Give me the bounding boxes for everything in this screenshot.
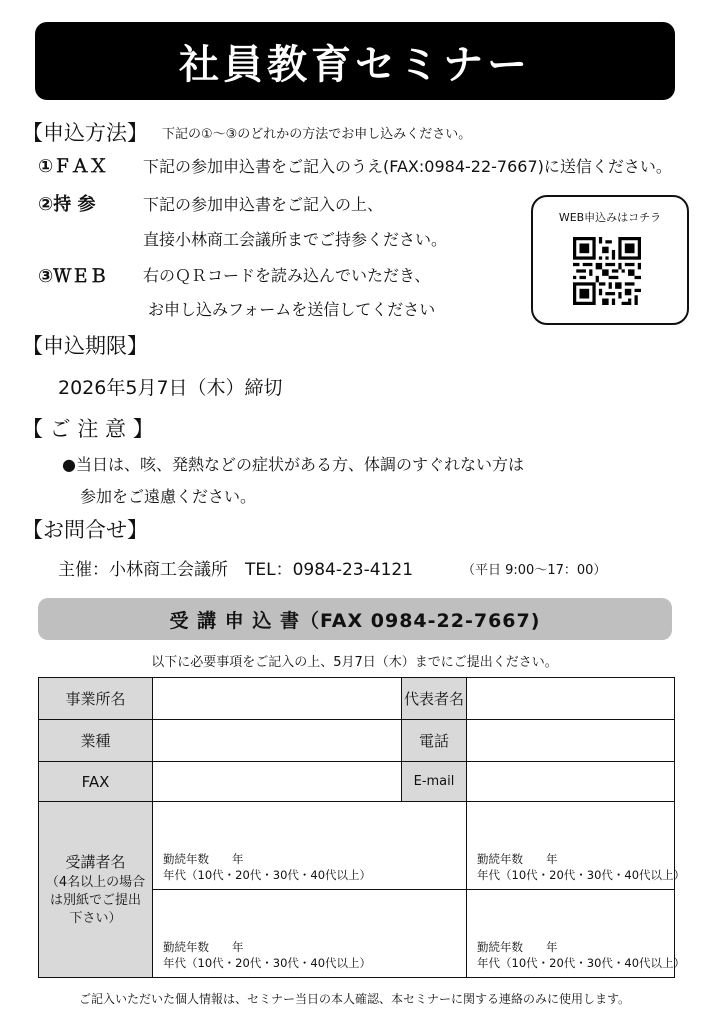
form-title-bar <box>38 598 672 640</box>
participant-4-field[interactable] <box>467 890 686 978</box>
deadline-date: 2026年5月7日（木）締切 <box>58 377 283 399</box>
participant-label: 受講者名 <box>65 853 126 871</box>
participant-3-age: 年代（10代・20代・30代・40代以上） <box>163 956 372 970</box>
fax-label: FAX <box>39 762 153 802</box>
participant-1-years: 勤続年数 年 <box>163 852 244 866</box>
fax-method-text: 下記の参加申込書をご記入のうえ(FAX:0984-22-7667)に送信ください。 <box>143 157 672 176</box>
apply-method-note: 下記の①～③のどれかの方法でお申し込みください。 <box>162 127 472 142</box>
business-name-label: 事業所名 <box>39 678 153 720</box>
participant-3-field[interactable] <box>153 890 467 978</box>
participant-label-cell <box>39 802 153 978</box>
jisan-method-text-2: 直接小林商工会議所までご持参ください。 <box>143 230 448 249</box>
privacy-footer: ご記入いただいた個人情報は、セミナー当日の本人確認、本セミナーに関する連絡のみに使用します。 <box>78 992 631 1006</box>
web-method-label: ③ＷＥＢ <box>38 266 108 287</box>
jisan-method-label: ②持 参 <box>38 194 96 215</box>
participant-2-field[interactable] <box>467 802 686 890</box>
phone-label: 電話 <box>402 720 467 762</box>
participant-3-years: 勤続年数 年 <box>163 940 244 954</box>
participant-1-field[interactable] <box>153 802 467 890</box>
fax-field[interactable] <box>153 762 402 802</box>
fax-method-label: ①ＦＡＸ <box>38 156 108 177</box>
notice-line-1: ●当日は、咳、発熱などの症状がある方、体調のすぐれない方は <box>62 455 524 474</box>
representative-field[interactable] <box>467 678 675 720</box>
notice-heading: 【 ご 注 意 】 <box>22 417 154 441</box>
form-instruction: 以下に必要事項をご記入の上、5月7日（木）までにご提出ください。 <box>151 655 558 670</box>
industry-field[interactable] <box>153 720 402 762</box>
email-label: E-mail <box>402 762 467 802</box>
web-method-text-2: お申し込みフォームを送信してください <box>148 300 436 319</box>
qr-code-box[interactable] <box>531 195 689 325</box>
participant-4-years: 勤続年数 年 <box>477 940 558 954</box>
contact-heading: 【お問合せ】 <box>22 518 148 542</box>
qr-label: WEB申込みはコチラ <box>558 211 662 224</box>
application-form-table <box>38 677 686 978</box>
title-banner <box>35 22 675 100</box>
representative-label <box>402 678 467 720</box>
page-title: 社員教育セミナー <box>179 41 531 88</box>
notice-line-2: 参加をご遠慮ください。 <box>80 487 257 506</box>
deadline-heading: 【申込期限】 <box>22 334 148 358</box>
industry-label: 業種 <box>39 720 153 762</box>
business-name-field[interactable] <box>153 678 402 720</box>
contact-hours: （平日 9:00～17：00） <box>462 563 607 578</box>
participant-2-age: 年代（10代・20代・30代・40代以上） <box>477 868 686 882</box>
participant-2-years: 勤続年数 年 <box>477 852 558 866</box>
jisan-method-text-1: 下記の参加申込書をご記入の上、 <box>143 195 384 214</box>
apply-method-heading: 【申込方法】 <box>22 121 148 145</box>
form-title: 受 講 申 込 書（FAX 0984-22-7667) <box>169 609 541 632</box>
participant-4-age: 年代（10代・20代・30代・40代以上） <box>477 956 686 970</box>
phone-field[interactable] <box>467 720 675 762</box>
participant-note: （4名以上の場合は別紙でご提出下さい） <box>45 875 146 926</box>
email-field[interactable] <box>467 762 675 802</box>
contact-organizer: 主催：小林商工会議所 TEL：0984-23-4121 <box>58 560 414 580</box>
representative-label-text: 代表者名 <box>403 690 464 708</box>
qr-code-icon[interactable] <box>573 237 641 305</box>
participant-1-age: 年代（10代・20代・30代・40代以上） <box>163 868 372 882</box>
web-method-text-1: 右のＱＲコードを読み込んでいただき、 <box>143 266 431 285</box>
